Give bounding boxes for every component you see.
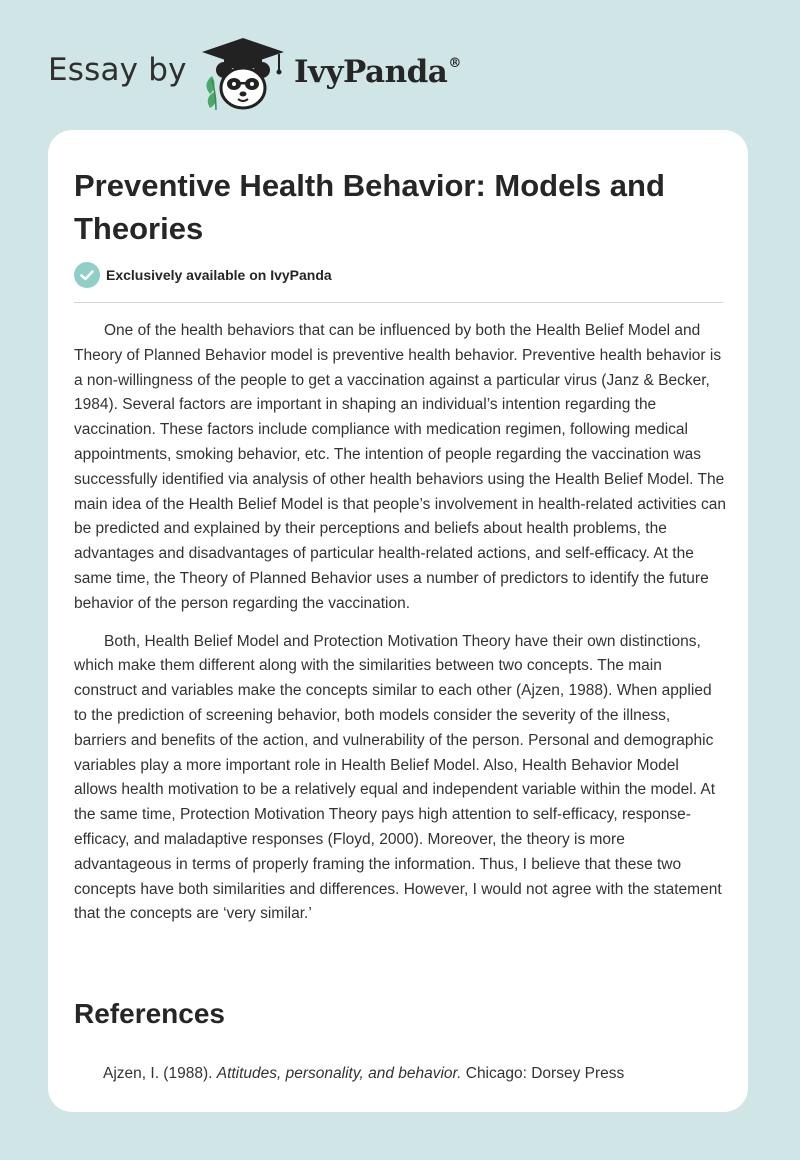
reference-author: Ajzen, I. (1988). (103, 1065, 217, 1082)
reference-publisher: Chicago: Dorsey Press (461, 1065, 625, 1082)
exclusive-badge (74, 262, 332, 288)
panda-logo-icon[interactable] (200, 36, 286, 112)
brand-name[interactable] (294, 54, 461, 90)
page-title: Preventive Health Behavior: Models and Theories (74, 168, 665, 246)
essay-by-label: Essay by (48, 52, 187, 88)
registered-mark: ® (448, 56, 461, 71)
exclusive-label: Exclusively available on IvyPanda (106, 267, 332, 283)
divider (74, 302, 723, 303)
paragraph: Both, Health Belief Model and Protection Motivation Theory have their own distinctions, which make them different along with the similarities between two concepts. The main construct and variables make the concepts similar to each other (Ajzen, 1988). When applied to the prediction of screening behavior, both models consider the severity of the illness, barriers and benefits of the action, and vulnerability of the person. Personal and demographic variables play a more important role in Health Belief Model. Also, Health Behavior Model allows health motivation to be a relatively equal and independent variable within the model. At the same time, Protection Motivation Theory pays high attention to self-efficacy, response-efficacy, and maladaptive responses (Floyd, 2000). Moreover, the theory is more advantageous in terms of properly framing the information. Thus, I believe that these two concepts have both similarities and differences. However, I would not agree with the statement that the concepts are ‘very similar.’ (74, 632, 722, 923)
brand-name-text: IvyPanda (294, 54, 448, 90)
references-heading: References (74, 998, 225, 1029)
reference-title: Attitudes, personality, and behavior. (216, 1065, 462, 1082)
paragraph: One of the health behaviors that can be influenced by both the Health Belief Model and Theory of Planned Behavior model is preventive health behavior. Preventive health behavior is a non-willingness of the people to get a vaccination against a particular virus (Janz & Becker, 1984). Several factors are important in shaping an individual’s intention regarding the vaccination. These factors include compliance with medication regimen, following medical appointments, smoking behavior, etc. The intention of people regarding the vaccination was successfully identified via analysis of other health behaviors using the Health Belief Model. The main idea of the Health Belief Model is that people’s involvement in health-related activities can be predicted and explained by their perceptions and beliefs about health problems, the advantages and disadvantages of particular health-related actions, and self-efficacy. At the same time, the Theory of Planned Behavior uses a number of predictors to identify the future behavior of the person regarding the vaccination. (74, 322, 726, 612)
essay-card (48, 130, 748, 1112)
check-circle-icon (74, 262, 100, 288)
site-header (48, 30, 548, 110)
reference-item (103, 1063, 624, 1085)
article-body (74, 319, 726, 940)
